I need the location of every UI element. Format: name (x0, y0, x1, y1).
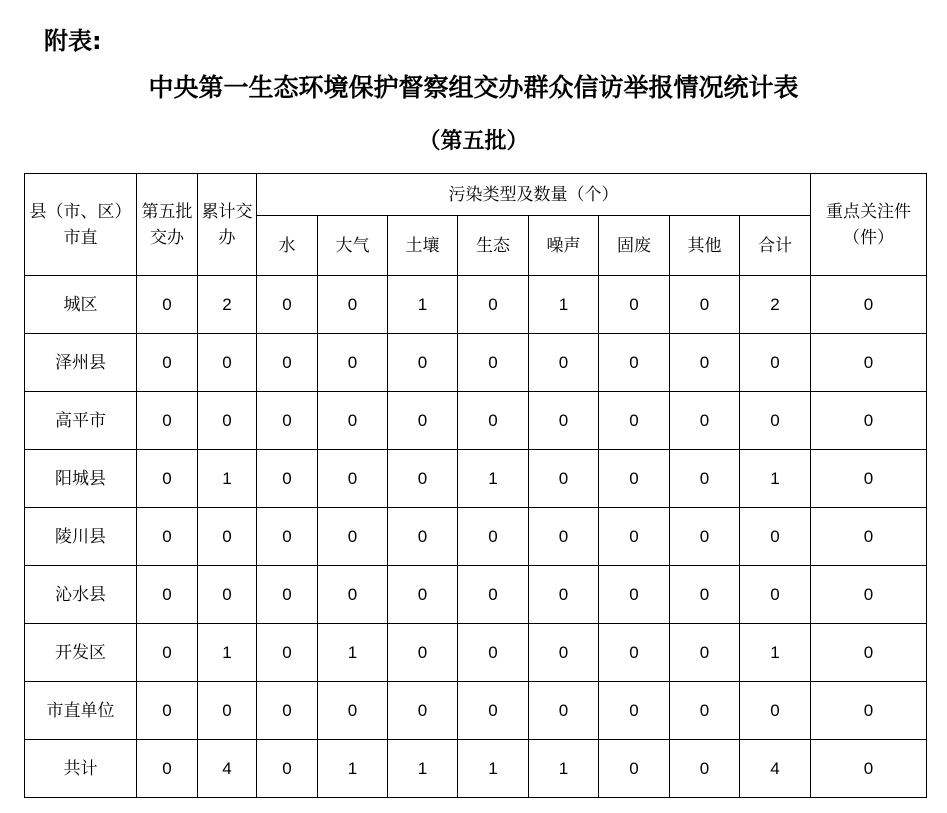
pollution-count-cell: 0 (458, 624, 529, 682)
pollution-count-cell: 0 (529, 682, 599, 740)
cumulative-count-cell: 0 (198, 508, 257, 566)
pollution-count-cell: 0 (388, 392, 458, 450)
focus-count-cell: 0 (811, 334, 927, 392)
batch-header: 第五批交办 (137, 174, 198, 276)
table-row (25, 450, 927, 508)
pollution-count-cell: 1 (388, 740, 458, 798)
table-row (25, 566, 927, 624)
pollution-type-header: 土壤 (388, 216, 458, 276)
pollution-type-header: 其他 (670, 216, 740, 276)
pollution-count-cell: 0 (458, 334, 529, 392)
pollution-count-cell: 0 (458, 682, 529, 740)
batch-count-cell: 0 (137, 624, 198, 682)
pollution-count-cell: 1 (529, 276, 599, 334)
county-name-cell: 沁水县 (25, 566, 137, 624)
pollution-count-cell: 0 (318, 508, 388, 566)
batch-count-cell: 0 (137, 392, 198, 450)
pollution-count-cell: 0 (529, 624, 599, 682)
pollution-count-cell: 0 (318, 682, 388, 740)
cumulative-count-cell: 0 (198, 682, 257, 740)
pollution-count-cell: 0 (318, 450, 388, 508)
pollution-count-cell: 0 (599, 392, 670, 450)
pollution-count-cell: 0 (318, 334, 388, 392)
pollution-count-cell: 0 (458, 392, 529, 450)
pollution-count-cell: 1 (388, 276, 458, 334)
header-row-1 (25, 174, 927, 216)
pollution-count-cell: 0 (670, 624, 740, 682)
batch-count-cell: 0 (137, 450, 198, 508)
cumulative-count-cell: 0 (198, 566, 257, 624)
pollution-count-cell: 0 (388, 682, 458, 740)
pollution-count-cell: 1 (458, 450, 529, 508)
statistics-table (24, 173, 927, 798)
focus-count-cell: 0 (811, 682, 927, 740)
batch-count-cell: 0 (137, 508, 198, 566)
pollution-count-cell: 0 (318, 392, 388, 450)
pollution-count-cell: 0 (458, 508, 529, 566)
pollution-count-cell: 0 (318, 566, 388, 624)
pollution-count-cell: 0 (388, 334, 458, 392)
batch-count-cell: 0 (137, 682, 198, 740)
batch-count-cell: 0 (137, 566, 198, 624)
batch-count-cell: 0 (137, 740, 198, 798)
appendix-label: 附表: (44, 27, 102, 55)
batch-count-cell: 0 (137, 334, 198, 392)
pollution-count-cell: 0 (257, 740, 318, 798)
pollution-count-cell: 0 (740, 392, 811, 450)
pollution-count-cell: 0 (458, 276, 529, 334)
cumulative-count-cell: 1 (198, 624, 257, 682)
pollution-type-group-header: 污染类型及数量（个） (257, 174, 811, 216)
pollution-count-cell: 0 (318, 276, 388, 334)
county-name-cell: 开发区 (25, 624, 137, 682)
county-name-cell: 高平市 (25, 392, 137, 450)
county-name-cell: 陵川县 (25, 508, 137, 566)
pollution-count-cell: 1 (529, 740, 599, 798)
document-subtitle: （第五批） (418, 129, 529, 154)
pollution-count-cell: 0 (257, 624, 318, 682)
county-name-cell: 城区 (25, 276, 137, 334)
pollution-count-cell: 2 (740, 276, 811, 334)
pollution-count-cell: 0 (257, 276, 318, 334)
pollution-count-cell: 0 (529, 334, 599, 392)
focus-count-cell: 0 (811, 740, 927, 798)
pollution-type-header: 大气 (318, 216, 388, 276)
pollution-count-cell: 0 (599, 334, 670, 392)
cumulative-count-cell: 0 (198, 334, 257, 392)
cumulative-count-cell: 2 (198, 276, 257, 334)
batch-count-cell: 0 (137, 276, 198, 334)
county-name-cell: 阳城县 (25, 450, 137, 508)
pollution-count-cell: 0 (257, 508, 318, 566)
pollution-type-header: 生态 (458, 216, 529, 276)
pollution-count-cell: 0 (529, 566, 599, 624)
county-name-cell: 泽州县 (25, 334, 137, 392)
pollution-count-cell: 1 (318, 624, 388, 682)
pollution-count-cell: 0 (670, 566, 740, 624)
pollution-count-cell: 1 (740, 450, 811, 508)
cumulative-count-cell: 4 (198, 740, 257, 798)
focus-count-cell: 0 (811, 392, 927, 450)
pollution-count-cell: 0 (740, 334, 811, 392)
pollution-count-cell: 0 (529, 450, 599, 508)
pollution-count-cell: 0 (388, 624, 458, 682)
cumulative-header: 累计交办 (198, 174, 257, 276)
pollution-count-cell: 0 (257, 334, 318, 392)
pollution-count-cell: 0 (599, 682, 670, 740)
cumulative-count-cell: 1 (198, 450, 257, 508)
pollution-count-cell: 0 (670, 682, 740, 740)
focus-count-cell: 0 (811, 624, 927, 682)
pollution-count-cell: 0 (388, 450, 458, 508)
table-row (25, 334, 927, 392)
pollution-count-cell: 0 (257, 682, 318, 740)
pollution-count-cell: 0 (670, 508, 740, 566)
pollution-count-cell: 0 (599, 566, 670, 624)
pollution-count-cell: 0 (257, 566, 318, 624)
pollution-count-cell: 0 (257, 450, 318, 508)
pollution-count-cell: 0 (599, 450, 670, 508)
focus-count-cell: 0 (811, 450, 927, 508)
pollution-count-cell: 0 (257, 392, 318, 450)
pollution-type-header: 噪声 (529, 216, 599, 276)
pollution-type-header: 固废 (599, 216, 670, 276)
cumulative-count-cell: 0 (198, 392, 257, 450)
pollution-count-cell: 0 (599, 508, 670, 566)
pollution-count-cell: 0 (388, 566, 458, 624)
pollution-count-cell: 0 (529, 392, 599, 450)
pollution-count-cell: 0 (670, 450, 740, 508)
county-header: 县（市、区）市直 (25, 174, 137, 276)
focus-count-cell: 0 (811, 508, 927, 566)
pollution-type-header: 合计 (740, 216, 811, 276)
pollution-count-cell: 0 (740, 682, 811, 740)
table-row (25, 392, 927, 450)
pollution-type-header: 水 (257, 216, 318, 276)
table-row (25, 276, 927, 334)
pollution-count-cell: 0 (599, 740, 670, 798)
pollution-count-cell: 0 (670, 276, 740, 334)
pollution-count-cell: 1 (458, 740, 529, 798)
pollution-count-cell: 0 (388, 508, 458, 566)
focus-count-cell: 0 (811, 566, 927, 624)
table-row (25, 508, 927, 566)
table-row (25, 740, 927, 798)
pollution-count-cell: 0 (670, 740, 740, 798)
pollution-count-cell: 0 (670, 392, 740, 450)
county-name-cell: 共计 (25, 740, 137, 798)
focus-count-cell: 0 (811, 276, 927, 334)
pollution-count-cell: 1 (318, 740, 388, 798)
table-row (25, 624, 927, 682)
pollution-count-cell: 0 (599, 624, 670, 682)
pollution-count-cell: 1 (740, 624, 811, 682)
pollution-count-cell: 0 (670, 334, 740, 392)
pollution-count-cell: 4 (740, 740, 811, 798)
focus-cases-header: 重点关注件（件） (811, 174, 927, 276)
pollution-count-cell: 0 (599, 276, 670, 334)
pollution-count-cell: 0 (740, 566, 811, 624)
county-name-cell: 市直单位 (25, 682, 137, 740)
pollution-count-cell: 0 (740, 508, 811, 566)
pollution-count-cell: 0 (458, 566, 529, 624)
pollution-count-cell: 0 (529, 508, 599, 566)
table-row (25, 682, 927, 740)
document-title: 中央第一生态环境保护督察组交办群众信访举报情况统计表 (148, 73, 799, 102)
